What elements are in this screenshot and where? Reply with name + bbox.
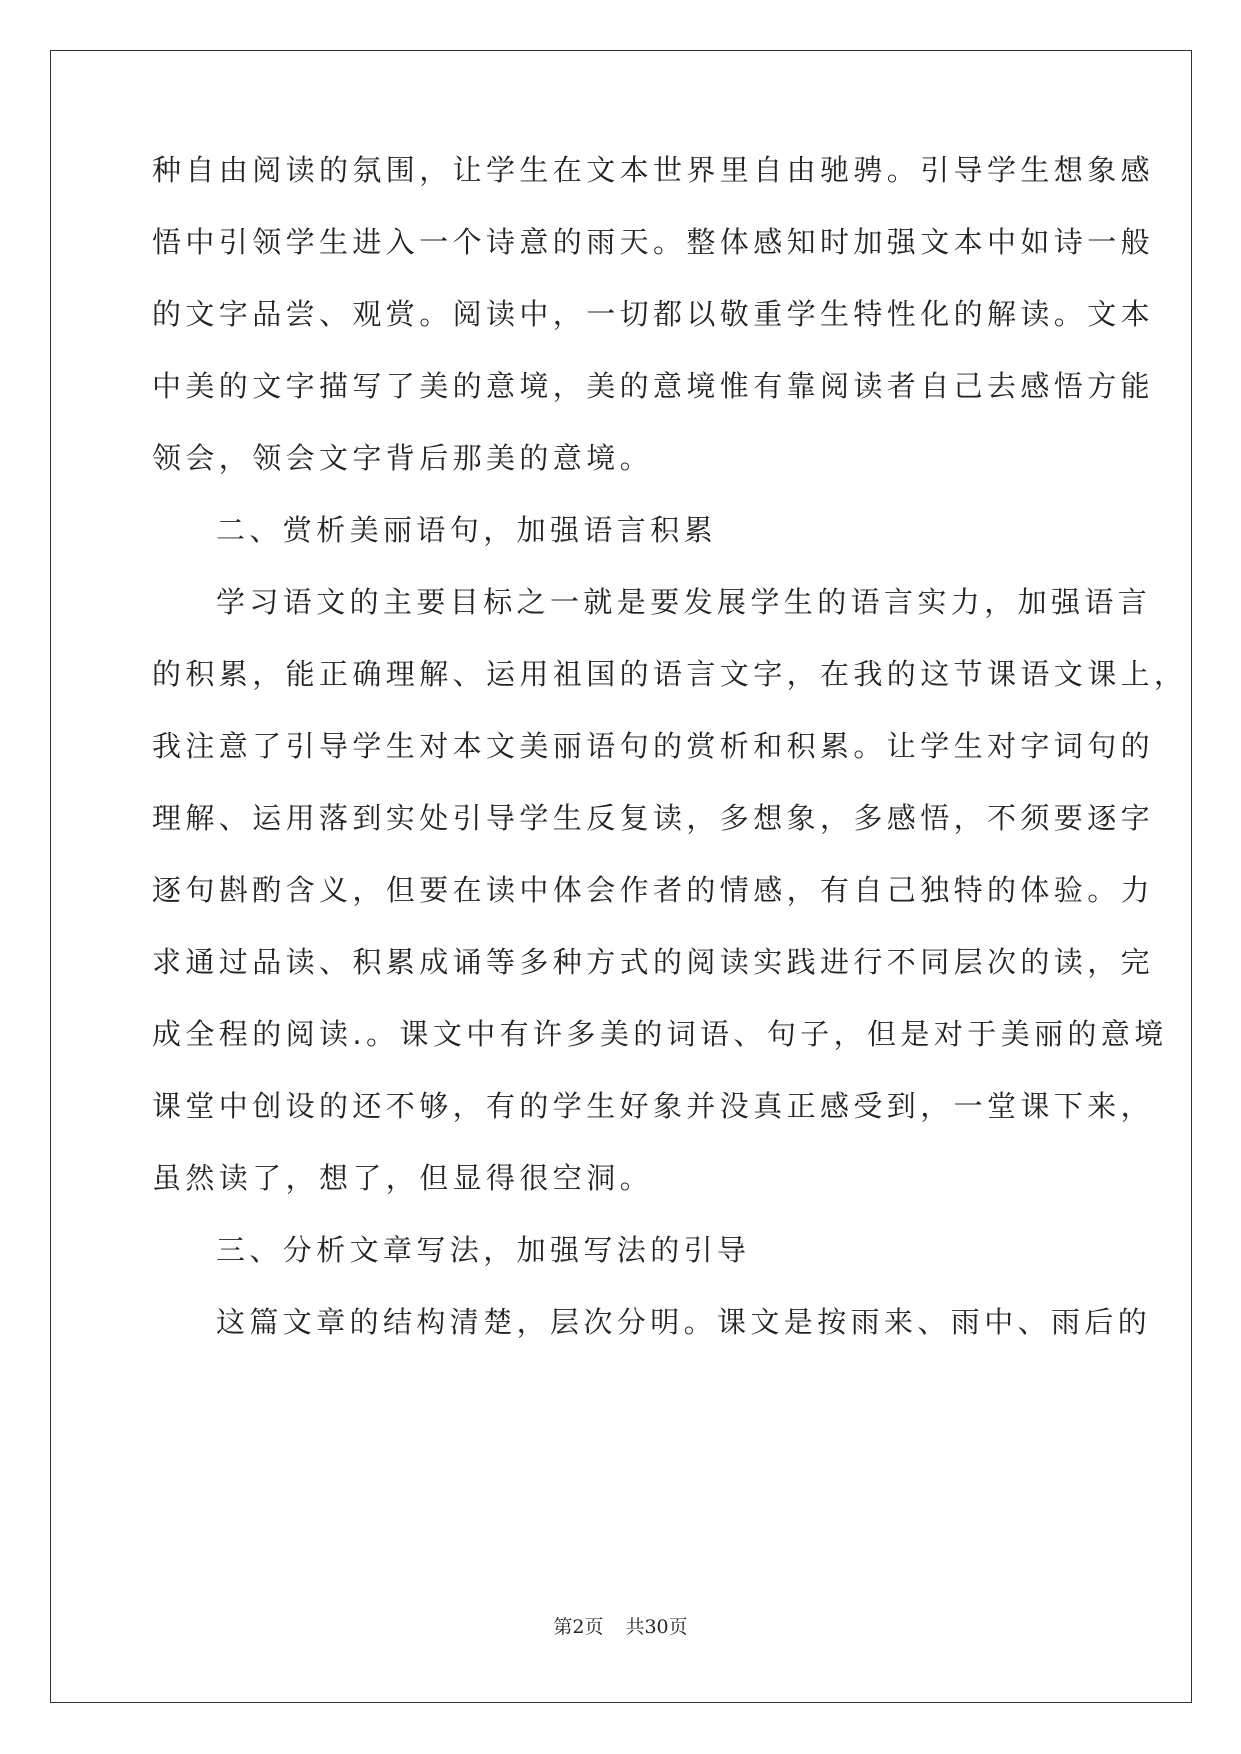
section-heading: 三、分析文章写法，加强写法的引导 [216, 1233, 751, 1267]
text-line: 我注意了引导学生对本文美丽语句的赏析和积累。让学生对字词句的 [152, 729, 1155, 763]
text-line: 种自由阅读的氛围，让学生在文本世界里自由驰骋。引导学生想象感 [152, 153, 1155, 187]
text-line: 领会，领会文字背后那美的意境。 [152, 441, 654, 475]
text-line: 的文字品尝、观赏。阅读中，一切都以敬重学生特性化的解读。文本 [152, 297, 1155, 331]
page-number: 第2页 [553, 1616, 604, 1638]
text-line: 课堂中创设的还不够，有的学生好象并没真正感受到，一堂课下来， [152, 1089, 1155, 1123]
text-line: 成全程的阅读.。课文中有许多美的词语、句子，但是对于美丽的意境 [152, 1017, 1168, 1051]
text-line: 求通过品读、积累成诵等多种方式的阅读实践进行不同层次的读，完 [152, 945, 1155, 979]
paragraph-first-line: 学习语文的主要目标之一就是要发展学生的语言实力，加强语言 [216, 585, 1152, 619]
page-total: 共30页 [625, 1616, 688, 1638]
text-line: 虽然读了，想了，但显得很空洞。 [152, 1161, 654, 1195]
page-footer [0, 1612, 1241, 1639]
text-line: 悟中引领学生进入一个诗意的雨天。整体感知时加强文本中如诗一般 [152, 225, 1155, 259]
text-line: 理解、运用落到实处引导学生反复读，多想象，多感悟，不须要逐字 [152, 801, 1155, 835]
paragraph-first-line: 这篇文章的结构清楚，层次分明。课文是按雨来、雨中、雨后的 [216, 1305, 1152, 1339]
text-line: 的积累，能正确理解、运用祖国的语言文字，在我的这节课语文课上， [152, 657, 1188, 691]
text-line: 中美的文字描写了美的意境，美的意境惟有靠阅读者自己去感悟方能 [152, 369, 1155, 403]
section-heading: 二、赏析美丽语句，加强语言积累 [216, 513, 718, 547]
text-line: 逐句斟酌含义，但要在读中体会作者的情感，有自己独特的体验。力 [152, 873, 1155, 907]
